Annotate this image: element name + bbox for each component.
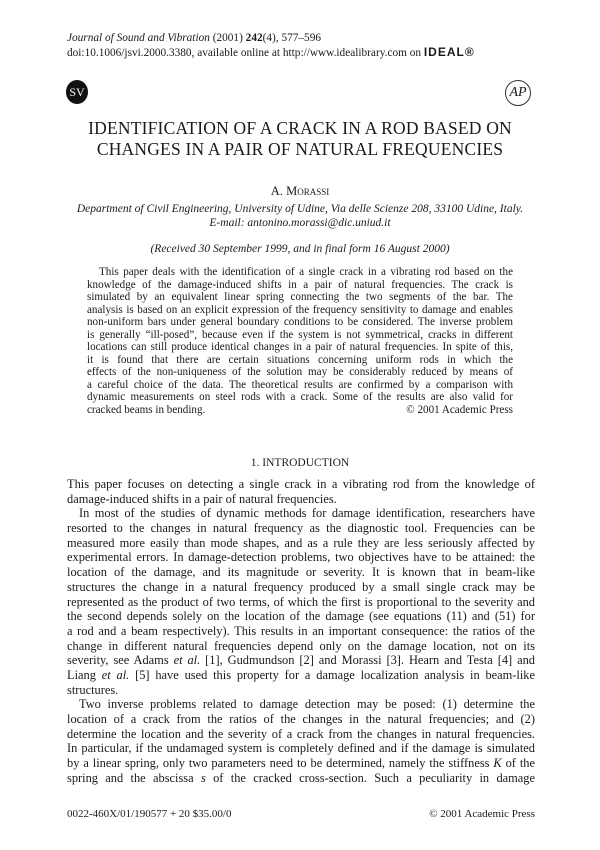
text-segment: a rod and a beam respectively). This results in an important consequence: the ratios of the xyxy=(67,623,535,638)
body-text xyxy=(67,477,535,785)
text-segment: resorted to the changes in natural frequency as the diagnostic tool. Frequencies can be xyxy=(67,521,535,536)
text-segment: represented as the product of two terms, of which the first is proportional to the severity and xyxy=(67,594,535,609)
email-label: E-mail: xyxy=(209,217,245,229)
text-segment: it is found that there are certain situations concerning uniform rods in which the xyxy=(87,353,513,366)
body-line xyxy=(67,521,535,536)
text-segment: change in different natural frequencies depend only on the damage location, not on its xyxy=(67,638,535,653)
body-line xyxy=(67,771,535,786)
text-segment: analysis is based on an explicit expression of the frequency sensitivity to damage and enables xyxy=(87,303,513,316)
received-dates: (Received 30 September 1999, and in final form 16 August 2000) xyxy=(150,243,450,255)
page-footer xyxy=(67,808,535,820)
body-line xyxy=(67,712,535,727)
author: A. Morassi xyxy=(270,184,330,198)
title-line: CHANGES IN A PAIR OF NATURAL FREQUENCIES xyxy=(96,139,504,159)
doi-text: doi:10.1006/jsvi.2000.3380, available online at http://www.idealibrary.com on xyxy=(67,47,422,59)
body-line xyxy=(67,727,535,742)
text-segment: effects of the non-uniqueness of the solution may be considerably reduced by means of xyxy=(87,366,513,378)
body-line xyxy=(67,565,535,580)
ideal-logo: IDEAL® xyxy=(423,45,475,59)
text-segment: is generally “ill-posed”, because even if the system is not symmetrical, cracks in different xyxy=(87,328,513,341)
abstract-line xyxy=(87,404,513,417)
abstract-line xyxy=(87,304,513,317)
journal-name: Journal of Sound and Vibration xyxy=(67,32,210,44)
email-line xyxy=(0,217,600,229)
text-segment: the second depends solely on the location of the damage (see equations (11) and (51) for xyxy=(67,609,535,624)
section-heading: 1. INTRODUCTION xyxy=(250,457,350,469)
text-segment: a careful choice of the data. The theoretical results are confirmed by a comparison with xyxy=(87,378,513,391)
abstract-line xyxy=(87,341,513,354)
text-segment: [5] have used this property for a damage localization analysis in beam-like xyxy=(129,667,535,682)
text-segment: knowledge of the damage-induced shifts in a pair of natural frequencies. The crack is xyxy=(87,278,513,291)
abstract-line xyxy=(87,354,513,367)
text-segment: location of the damage, and its magnitude or severity. It is known that in beam-like xyxy=(67,565,535,580)
body-line xyxy=(67,609,535,624)
body-line xyxy=(67,697,535,712)
body-line xyxy=(67,624,535,639)
text-segment: non-uniform bars under general boundary conditions to be considered. The inverse problem xyxy=(87,316,513,328)
text-segment: This paper focuses on detecting a single crack in a vibrating rod from the knowledge of xyxy=(67,477,535,491)
text-segment: measured more easily than mode shapes, and as a rule they are less seriously affected by xyxy=(67,535,535,550)
text-segment: of the xyxy=(501,756,535,771)
abstract-line xyxy=(87,391,513,404)
abstract xyxy=(87,266,513,416)
text-segment: by a linear spring, only two parameters need to be determined, namely the stiffness xyxy=(67,756,494,771)
body-line xyxy=(67,639,535,654)
abstract-line xyxy=(87,279,513,292)
text-segment: determine the location and the severity of a crack from the changes in natural frequencies. xyxy=(67,726,535,741)
abstract-copyright: © 2001 Academic Press xyxy=(406,403,513,416)
email-link[interactable]: antonino.morassi@dic.uniud.it xyxy=(247,217,391,229)
abstract-line xyxy=(87,291,513,304)
body-line xyxy=(67,683,535,698)
journal-citation xyxy=(67,31,321,45)
body-line xyxy=(67,668,535,683)
journal-issue-pages: (4), 577–596 xyxy=(262,32,321,44)
doi-line xyxy=(67,45,475,60)
text-segment: structures the change in a natural frequency produced by a small single crack may be xyxy=(67,579,535,594)
text-segment: simulated by an equivalent linear spring connecting the two segments of the bar. The xyxy=(87,291,513,303)
title-line: IDENTIFICATION OF A CRACK IN A ROD BASED ON xyxy=(88,118,512,138)
text-segment: In most of the studies of dynamic methods for damage identification, researchers have xyxy=(79,506,535,521)
text-segment: In particular, if the undamaged system is completely defined and if the damage is simulated xyxy=(67,741,535,756)
text-segment: Two inverse problems related to damage detection may be posed: (1) determine the xyxy=(79,697,535,712)
abstract-line xyxy=(87,316,513,329)
text-segment: severity, see Adams xyxy=(67,653,174,668)
text-segment: [1], Gudmundson [2] and Morassi [3]. Hearn and Testa [4] and xyxy=(200,653,535,668)
text-segment: experimental errors. In damage-detection problems, two objectives have to be attained: the xyxy=(67,550,535,565)
journal-volume: 242 xyxy=(245,32,263,44)
text-segment: This paper deals with the identification of a single crack in a vibrating rod based on the xyxy=(99,266,513,278)
text-segment: spring and the abscissa xyxy=(67,770,201,785)
journal-year: (2001) xyxy=(212,32,243,44)
text-segment: et al. xyxy=(173,653,201,668)
text-segment: locations can still produce identical changes in a pair of natural frequencies. In spite of this, xyxy=(87,341,513,353)
footer-copyright: © 2001 Academic Press xyxy=(429,808,535,820)
text-segment: damage-induced shifts in a pair of natural frequencies. xyxy=(67,491,337,506)
text-segment: K xyxy=(493,756,502,771)
text-segment: of the cracked cross-section. Such a peculiarity in damage xyxy=(205,770,535,785)
abstract-line xyxy=(87,366,513,379)
body-line xyxy=(67,506,535,521)
footer-code: 0022-460X/01/190577 + 20 $35.00/0 xyxy=(67,808,232,820)
body-line xyxy=(67,653,535,668)
text-segment: s xyxy=(200,770,206,785)
text-segment: Liang xyxy=(67,667,102,682)
text-segment: dynamic measurements on steel rods with a crack. Some of the results are also valid for xyxy=(87,391,513,403)
body-line xyxy=(67,477,535,492)
sv-logo: SV xyxy=(66,80,88,104)
body-line xyxy=(67,756,535,771)
text-segment: et al. xyxy=(101,667,130,682)
body-line xyxy=(67,550,535,565)
text-segment: location of a crack from the ratios of the changes in the natural frequencies; and (2) xyxy=(67,712,535,726)
abstract-line xyxy=(87,266,513,279)
paper-title xyxy=(0,118,600,160)
text-segment: structures. xyxy=(67,682,119,697)
text-segment: cracked beams in bending. xyxy=(87,403,206,416)
affiliation: Department of Civil Engineering, University of Udine, Via delle Scienze 208, 33100 Udine, Italy. xyxy=(76,203,524,215)
abstract-line xyxy=(87,379,513,392)
body-line xyxy=(67,536,535,551)
body-line xyxy=(67,595,535,610)
body-line xyxy=(67,741,535,756)
body-line xyxy=(67,492,535,507)
ap-logo: AP xyxy=(505,80,531,106)
abstract-line xyxy=(87,329,513,342)
body-line xyxy=(67,580,535,595)
